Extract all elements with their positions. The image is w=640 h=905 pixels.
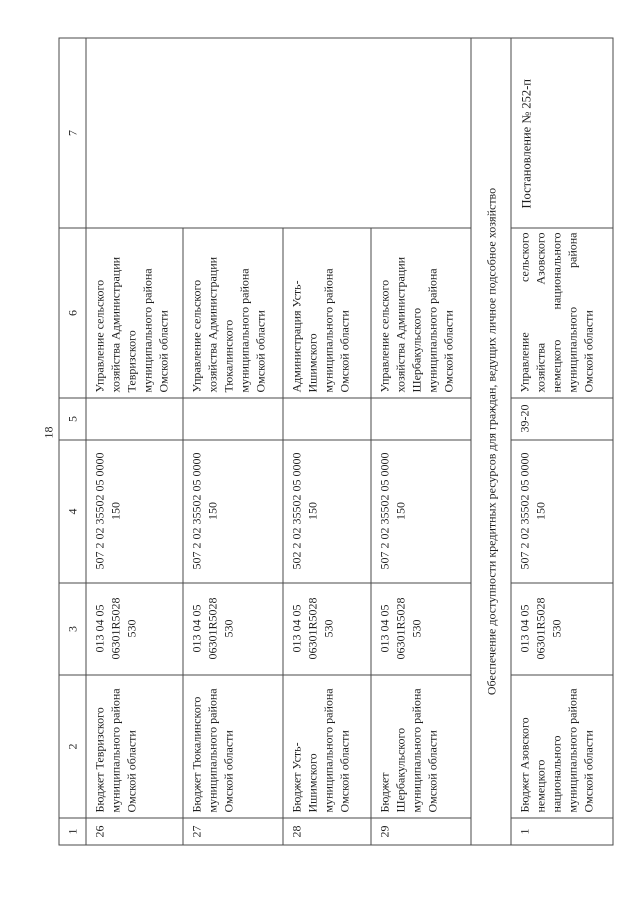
column-number-5: 5 [59, 398, 86, 440]
budget-line: Бюджет Усть- [289, 741, 303, 812]
code-line: 013 04 05 [289, 604, 303, 652]
amount-cell [511, 398, 613, 440]
revenue-code-cell [183, 440, 283, 583]
row-number-cell [371, 818, 471, 845]
row-number-cell [511, 818, 613, 845]
code-line: 013 04 05 [92, 604, 106, 652]
budget-line: муниципального района [409, 687, 423, 812]
administrator-line: муниципального района [321, 267, 335, 392]
administrator-line: муниципального района [425, 267, 439, 392]
revenue-code-cell [86, 440, 183, 583]
basis-cell [511, 38, 613, 228]
row-number-cell [183, 818, 283, 845]
row-number-cell [283, 818, 371, 845]
administrator-line: Управление сельского [517, 232, 531, 392]
section-title: Обеспечение доступности кредитных ресурсов для граждан, ведущих личное подсобное хозяйство [483, 187, 498, 695]
administrator-line: хозяйства Администрации [205, 256, 219, 392]
row-number: 28 [289, 825, 303, 837]
administrator-line: Тевризского [124, 329, 138, 392]
amount-value: 39-20 [517, 404, 531, 432]
budget-line: Омской области [221, 729, 235, 812]
amount-cell [371, 398, 471, 440]
code-line: 530 [124, 619, 138, 637]
revenue-code-line: 150 [305, 501, 319, 520]
administrator-cell [283, 228, 371, 398]
code-line: 013 04 05 [377, 604, 391, 652]
page-number: 18 [41, 426, 55, 438]
code-line: 06301R5028 [305, 597, 319, 660]
classification-code-cell [371, 583, 471, 675]
table-row [86, 38, 183, 845]
revenue-code-line: 507 2 02 35502 05 0000 [517, 452, 531, 569]
administrator-line: Тюкалинского [221, 319, 235, 392]
administrator-line: муниципального района [140, 267, 154, 392]
column-number-row [59, 38, 86, 845]
classification-code-cell [86, 583, 183, 675]
budget-line: Омской области [425, 729, 439, 812]
classification-code-cell [511, 583, 613, 675]
revenue-code-line: 150 [205, 501, 219, 520]
administrator-line: Омской области [253, 309, 267, 392]
column-number-7: 7 [59, 38, 86, 228]
code-line: 013 04 05 [517, 604, 531, 652]
revenue-code-line: 502 2 02 35502 05 0000 [289, 452, 303, 569]
code-line: 530 [409, 619, 423, 637]
budget-line: Омской области [581, 729, 595, 812]
section-header-row [471, 38, 511, 845]
administrator-line: Управление сельского [189, 279, 203, 392]
code-line: 530 [321, 619, 335, 637]
row-number: 26 [92, 825, 106, 837]
budget-line: муниципального района [321, 687, 335, 812]
budget-line: Бюджет Азовского [517, 716, 531, 812]
column-number-4: 4 [59, 440, 86, 583]
administrator-line: Управление сельского [92, 279, 106, 392]
administrator-line: Омской области [156, 309, 170, 392]
code-line: 06301R5028 [393, 597, 407, 660]
row-number: 1 [517, 828, 531, 834]
amount-cell [183, 398, 283, 440]
budget-line: муниципального района [108, 687, 122, 812]
revenue-code-line: 507 2 02 35502 05 0000 [92, 452, 106, 569]
administrator-cell [86, 228, 183, 398]
revenue-code-cell [371, 440, 471, 583]
classification-code-cell [183, 583, 283, 675]
row-number: 29 [377, 825, 391, 837]
administrator-line: Омской области [337, 309, 351, 392]
administrator-line: Омской области [581, 309, 595, 392]
code-line: 530 [221, 619, 235, 637]
administrator-line: муниципального района [237, 267, 251, 392]
code-line: 530 [549, 619, 563, 637]
table-row [511, 38, 613, 845]
code-line: 06301R5028 [533, 597, 547, 660]
column-number-3: 3 [59, 583, 86, 675]
budget-cell [283, 675, 371, 818]
administrator-cell [183, 228, 283, 398]
administrator-line: Ишимского [305, 332, 319, 392]
budget-line: муниципального района [205, 687, 219, 812]
administrator-line: хозяйства Администрации [393, 256, 407, 392]
budget-cell [371, 675, 471, 818]
budget-allocation-table [58, 37, 613, 845]
revenue-code-cell [283, 440, 371, 583]
administrator-line: хозяйства Азовского [533, 232, 547, 392]
budget-line: Омской области [337, 729, 351, 812]
administrator-line: Администрация Усть- [289, 279, 303, 392]
administrator-line: немецкого национального [549, 232, 563, 392]
budget-cell [511, 675, 613, 818]
budget-line: Бюджет [377, 771, 391, 812]
budget-line: национального [549, 735, 563, 812]
column-number-1: 1 [59, 818, 86, 845]
budget-line: Бюджет Тюкалинского [189, 696, 203, 812]
budget-line: Бюджет Тевризского [92, 706, 106, 812]
code-line: 06301R5028 [108, 597, 122, 660]
row-number: 27 [189, 825, 203, 837]
basis-document: Постановление № 252-п [519, 78, 533, 208]
budget-cell [183, 675, 283, 818]
budget-line: муниципального района [565, 687, 579, 812]
code-line: 013 04 05 [189, 604, 203, 652]
budget-line: немецкого [533, 759, 547, 812]
column-number-6: 6 [59, 228, 86, 398]
basis-cell-merged [86, 38, 471, 228]
administrator-line: муниципального района [565, 232, 579, 392]
revenue-code-cell [511, 440, 613, 583]
administrator-line: Омской области [441, 309, 455, 392]
budget-line: Омской области [124, 729, 138, 812]
classification-code-cell [283, 583, 371, 675]
code-line: 06301R5028 [205, 597, 219, 660]
revenue-code-line: 507 2 02 35502 05 0000 [189, 452, 203, 569]
revenue-code-line: 150 [393, 501, 407, 520]
row-number-cell [86, 818, 183, 845]
administrator-line: Управление сельского [377, 279, 391, 392]
administrator-cell [511, 228, 613, 398]
column-number-2: 2 [59, 675, 86, 818]
budget-line: Ишимского [305, 752, 319, 812]
amount-cell [86, 398, 183, 440]
amount-cell [283, 398, 371, 440]
revenue-code-line: 150 [533, 501, 547, 520]
budget-cell [86, 675, 183, 818]
administrator-cell [371, 228, 471, 398]
budget-line: Шербакульского [393, 727, 407, 812]
administrator-line: хозяйства Администрации [108, 256, 122, 392]
revenue-code-line: 507 2 02 35502 05 0000 [377, 452, 391, 569]
administrator-line: Шербакульского [409, 307, 423, 392]
section-header-cell [471, 38, 511, 845]
revenue-code-line: 150 [108, 501, 122, 520]
